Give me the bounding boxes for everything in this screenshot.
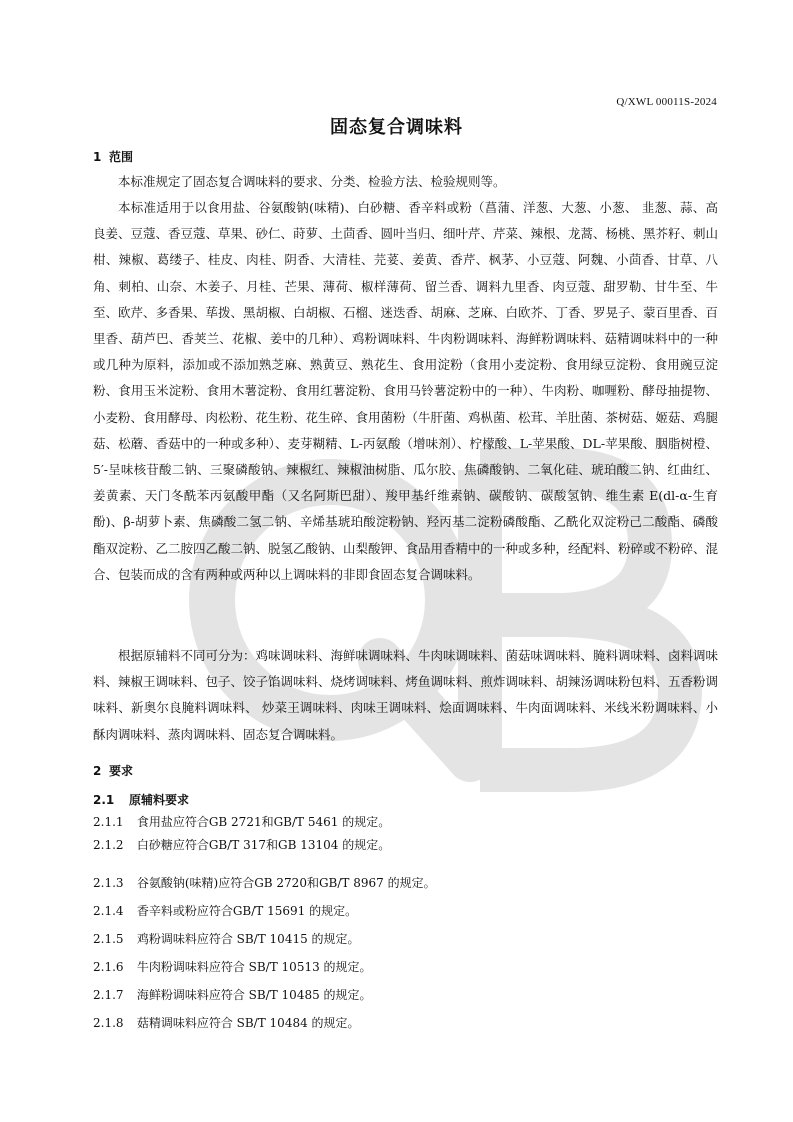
subsection-title: 原辅料要求 (129, 793, 190, 807)
clause-text: 海鲜粉调味料应符合 SB/T 10485 的规定。 (136, 988, 372, 1002)
scope-paragraph-2: 本标准适用于以食用盐、谷氨酸钠(味精)、白砂糖、香辛料或粉（菖蒲、洋葱、大葱、小葱、 韭葱、蒜、高良姜、豆蔻、香豆蔻、草果、砂仁、莳萝、土茴香、圆叶当归、细叶芹、芹菜、辣根、龙蒿、杨桃、黑芥籽、刺山柑、辣椒、葛缕子、桂皮、肉桂、阴香、大清桂、芫荽、姜黄、香芹、枫茅、小豆蔻、阿魏、小茴香、甘草、八角、刺柏、山奈、木姜子、月桂、芒果、薄荷、椒样薄荷、留兰香、调料九里香、肉豆蔻、甜罗勒、甘牛至、牛至、欧芹、多香果、荜拨、黑胡椒、白胡椒、石榴、迷迭香、胡麻、芝麻、白欧芥、丁香、罗晃子、蒙百里香、百里香、葫芦巴、香荚兰、花椒、姜中的几种）、鸡粉调味料、牛肉粉调味料、海鲜粉调味料、菇精调味料中的一种或几种为原料，添加或不添加熟芝麻、熟黄豆、熟花生、食用淀粉（食用小麦淀粉、食用绿豆淀粉、食用豌豆淀粉、食用玉米淀粉、食用木薯淀粉、食用红薯淀粉、食用马铃薯淀粉中的一种）、牛肉粉、咖喱粉、酵母抽提物、小麦粉、食用酵母、肉松粉、花生粉、花生碎、食用菌粉（牛肝菌、鸡枞菌、松茸、羊肚菌、茶树菇、姬菇、鸡腿菇、松蘑、香菇中的一种或多种）、麦芽糊精、L-丙氨酸（增味剂）、柠檬酸、L-苹果酸、DL-苹果酸、胭脂树橙、5′-呈味核苷酸二钠、三聚磷酸钠、辣椒红、辣椒油树脂、瓜尔胶、焦磷酸钠、二氧化硅、琥珀酸二钠、红曲红、姜黄素、天门冬酰苯丙氨酸甲酯（又名阿斯巴甜）、羧甲基纤维素钠、碳酸钠、碳酸氢钠、维生素 E(dl-α-生育酚)、β-胡萝卜素、焦磷酸二氢二钠、辛烯基琥珀酸淀粉钠、羟丙基二淀粉磷酸酯、乙酰化双淀粉己二酸酯、磷酸酯双淀粉、乙二胺四乙酸二钠、脱氢乙酸钠、山梨酸钾、食品用香精中的一种或多种，经配料、粉碎或不粉碎、混合、包装而成的含有两种或两种以上调味料的非即食固态复合调味料。 (93, 200, 719, 582)
document-number: Q/XWL 00011S-2024 (616, 96, 717, 108)
clause-number: 2.1.8 (93, 1016, 124, 1030)
clause-number: 2.1.6 (93, 960, 124, 974)
clause-number: 2.1.1 (93, 815, 124, 829)
clause-item (93, 958, 372, 975)
clause-item (93, 836, 390, 853)
clause-number: 2.1.7 (93, 988, 124, 1002)
clause-item (93, 930, 360, 947)
document-title: 固态复合调味料 (330, 117, 463, 138)
section-2-heading (93, 762, 133, 779)
clause-item (93, 986, 372, 1003)
section-1-heading (93, 148, 133, 165)
clause-text: 鸡粉调味料应符合 SB/T 10415 的规定。 (136, 932, 360, 946)
clause-text: 食用盐应符合GB 2721和GB/T 5461 的规定。 (136, 815, 391, 829)
clause-number: 2.1.2 (93, 838, 124, 852)
clause-item (93, 902, 357, 919)
clause-number: 2.1.4 (93, 904, 124, 918)
section-title: 范围 (109, 150, 134, 164)
section-number: 1 (93, 150, 102, 164)
clause-item (93, 813, 390, 830)
clause-number: 2.1.3 (93, 876, 124, 890)
section-title: 要求 (109, 764, 134, 778)
clause-text: 谷氨酸钠(味精)应符合GB 2720和GB/T 8967 的规定。 (136, 876, 436, 890)
subsection-2-1-heading (93, 791, 189, 808)
clause-item (93, 874, 436, 891)
scope-paragraph-1: 本标准规定了固态复合调味料的要求、分类、检验方法、检验规则等。 (118, 174, 506, 189)
scope-paragraph-3: 根据原辅料不同可分为：鸡味调味料、海鲜味调味料、牛肉味调味料、菌菇味调味料、腌料调味料、卤料调味料、辣椒王调味料、包子、饺子馅调味料、烧烤调味料、烤鱼调味料、煎炸调味料、胡辣汤调味粉包料、五香粉调味料、新奥尔良腌料调味料、 炒菜王调味料、肉味王调味料、烩面调味料、牛肉面调味料、米线米粉调味料、小酥肉调味料、蒸肉调味料、固态复合调味料。 (93, 648, 719, 742)
section-number: 2 (93, 764, 102, 778)
clause-text: 香辛料或粉应符合GB/T 15691 的规定。 (136, 904, 358, 918)
clause-number: 2.1.5 (93, 932, 124, 946)
clause-text: 牛肉粉调味料应符合 SB/T 10513 的规定。 (136, 960, 372, 974)
clause-text: 菇精调味料应符合 SB/T 10484 的规定。 (136, 1016, 360, 1030)
clause-text: 白砂糖应符合GB/T 317和GB 13104 的规定。 (136, 838, 391, 852)
clause-item (93, 1014, 360, 1031)
subsection-number: 2.1 (93, 793, 115, 807)
